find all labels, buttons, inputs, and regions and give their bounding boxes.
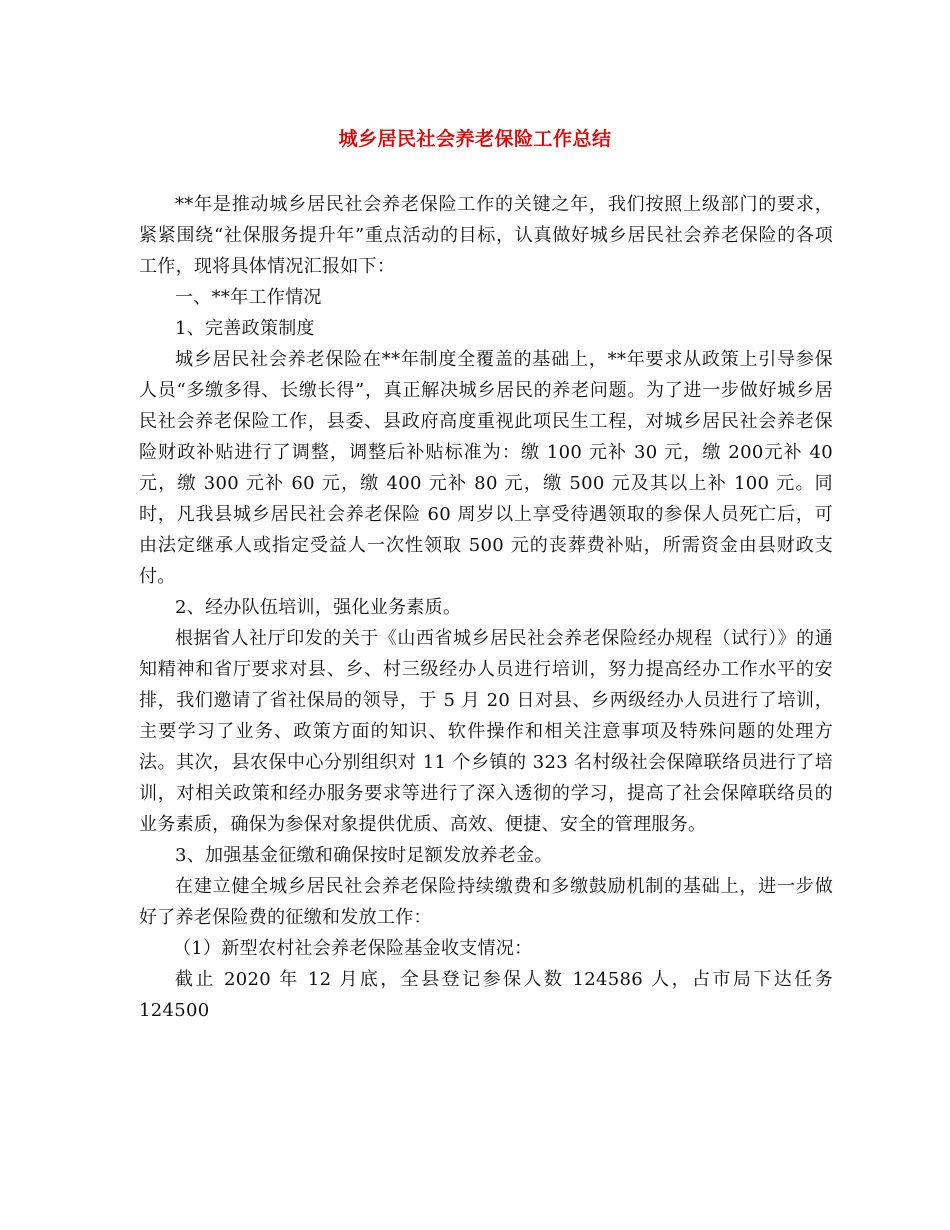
statistics-paragraph: 截止 2020 年 12 月底，全县登记参保人数 124586 人，占市局下达任务 124500 xyxy=(139,969,833,1021)
subsection-heading-2: 2、经办队伍培训，强化业务素质。 xyxy=(175,597,462,618)
subsection-item-1: （1）新型农村社会养老保险基金收支情况： xyxy=(173,938,533,959)
fund-paragraph: 在建立健全城乡居民社会养老保险持续缴费和多缴鼓励机制的基础上，进一步做好了养老保险费的征缴和发放工作： xyxy=(139,876,833,928)
training-paragraph: 根据省人社厅印发的关于《山西省城乡居民社会养老保险经办规程（试行）》的通知精神和省厅要求对县、乡、村三级经办人员进行培训，努力提高经办工作水平的安排，我们邀请了省社保局的领导，于 5 月 20 日对县、乡两级经办人员进行了培训，主要学习了业务、政策方面的知识、软件操作和相关注意事项及特殊问题的处理方法。其次，县农保中心分别组织对 11 个乡镇的 323 名村级社会保障联络员进行了培训，对相关政策和经办服务要求等进行了深入透彻的学习，提高了社会保障联络员的业务素质，确保为参保对象提供优质、高效、便捷、安全的管理服务。 xyxy=(139,628,833,835)
document-body xyxy=(139,189,833,1026)
document-title: 城乡居民社会养老保险工作总结 xyxy=(338,128,612,150)
intro-paragraph: **年是推动城乡居民社会养老保险工作的关键之年，我们按照上级部门的要求，紧紧围绕“社保服务提升年”重点活动的目标，认真做好城乡居民社会养老保险的各项工作，现将具体情况汇报如下： xyxy=(139,194,833,277)
section-heading: 一、**年工作情况 xyxy=(175,287,322,308)
subsection-heading-3: 3、加强基金征缴和确保按时足额发放养老金。 xyxy=(175,845,553,866)
subsection-heading-1: 1、完善政策制度 xyxy=(175,318,315,339)
policy-paragraph: 城乡居民社会养老保险在**年制度全覆盖的基础上，**年要求从政策上引导参保人员“多缴多得、长缴长得”，真正解决城乡居民的养老问题。为了进一步做好城乡居民社会养老保险工作，县委、县政府高度重视此项民生工程，对城乡居民社会养老保险财政补贴进行了调整，调整后补贴标准为：缴 100 元补 30 元，缴 200元补 40 元，缴 300 元补 60 元，缴 400 元补 80 元，缴 500 元及其以上补 100 元。同时，凡我县城乡居民社会养老保险 60 周岁以上享受待遇领取的参保人员死亡后，可由法定继承人或指定受益人一次性领取 500 元的丧葬费补贴，所需资金由县财政支付。 xyxy=(139,349,833,587)
